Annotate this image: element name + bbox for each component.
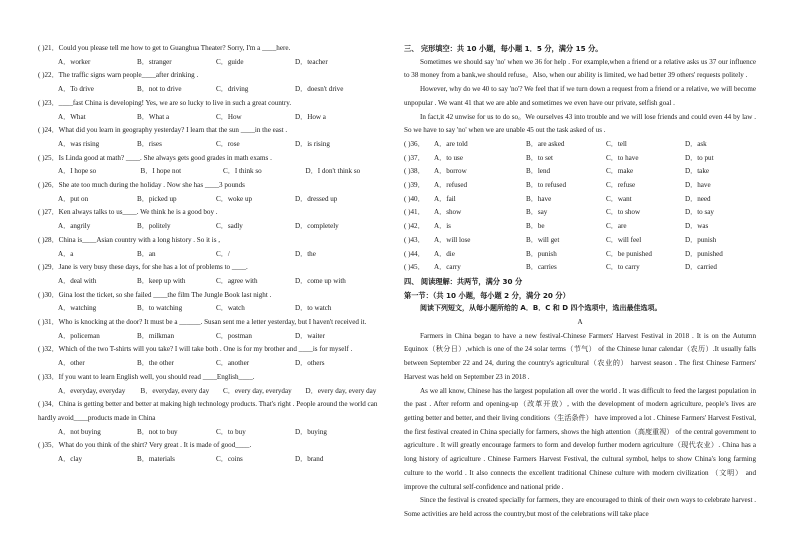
question-stem: ( )23．____fast China is developing! Yes, we are so lucky to live in such a great country. bbox=[38, 98, 292, 107]
question-31 bbox=[38, 316, 388, 343]
question-stem: ( )29．Jane is very busy these days, for she has a lot of problems to ____. bbox=[38, 263, 248, 272]
option-a[interactable]: A．put on bbox=[58, 194, 89, 203]
option-c[interactable]: C．want bbox=[606, 194, 632, 203]
option-d[interactable]: D．come up with bbox=[295, 276, 346, 285]
question-30 bbox=[38, 289, 388, 316]
question-27 bbox=[38, 206, 388, 233]
option-row bbox=[38, 330, 388, 344]
question-28 bbox=[38, 234, 388, 261]
option-b[interactable]: B．not to buy bbox=[137, 427, 178, 436]
option-row bbox=[38, 138, 388, 152]
option-row bbox=[38, 357, 388, 371]
option-row bbox=[38, 275, 388, 289]
option-c[interactable]: C．be punished bbox=[606, 249, 652, 258]
option-b[interactable]: B．carries bbox=[526, 263, 557, 272]
option-d[interactable]: D．take bbox=[685, 167, 710, 176]
option-b[interactable]: B．keep up with bbox=[137, 276, 186, 285]
option-c[interactable]: C．agree with bbox=[216, 276, 258, 285]
question-23 bbox=[38, 97, 388, 124]
option-a[interactable]: A．fail bbox=[434, 194, 456, 203]
option-d[interactable]: D．buying bbox=[295, 427, 327, 436]
option-b[interactable]: B．be bbox=[526, 222, 545, 231]
option-c[interactable]: C．watch bbox=[216, 304, 245, 313]
option-a[interactable]: A．carry bbox=[434, 263, 461, 272]
cloze-question-39 bbox=[404, 179, 756, 193]
option-c[interactable]: C．another bbox=[216, 359, 250, 368]
option-a[interactable]: A．What bbox=[58, 112, 86, 121]
cloze-question-38 bbox=[404, 165, 756, 179]
question-number: ( )38． bbox=[404, 167, 425, 176]
question-35 bbox=[38, 439, 388, 466]
option-d[interactable]: D．ask bbox=[685, 139, 707, 148]
option-a[interactable]: A．a bbox=[58, 249, 74, 258]
option-c[interactable]: C．woke up bbox=[216, 194, 253, 203]
option-a[interactable]: A．borrow bbox=[434, 167, 467, 176]
option-d[interactable]: D．punish bbox=[685, 235, 717, 244]
option-row bbox=[38, 302, 388, 316]
option-d[interactable]: D．I don't think so bbox=[305, 167, 361, 176]
reading-heading: 四、 阅读理解：共两节，满分 30 分 bbox=[404, 276, 523, 286]
option-row bbox=[38, 220, 388, 234]
option-row bbox=[38, 165, 388, 179]
option-a[interactable]: A．is bbox=[434, 222, 451, 231]
cloze-question-40 bbox=[404, 193, 756, 207]
question-number: ( )42． bbox=[404, 222, 425, 231]
option-row bbox=[38, 248, 388, 262]
option-c[interactable]: C．coins bbox=[216, 455, 243, 464]
option-c[interactable]: C．to show bbox=[606, 208, 641, 217]
reading-part1: 第一节：（共 10 小题，每小题 2 分，满分 20 分） bbox=[404, 290, 570, 300]
option-a[interactable]: A．deal with bbox=[58, 276, 97, 285]
question-stem: ( )32．Which of the two T-shirts will you take? I will take both . One is for my brother and ____is for myself . bbox=[38, 345, 353, 354]
option-a[interactable]: A．watching bbox=[58, 304, 97, 313]
option-c[interactable]: C．postman bbox=[216, 331, 252, 340]
option-c[interactable]: C．to carry bbox=[606, 263, 640, 272]
option-c[interactable]: C．How bbox=[216, 112, 242, 121]
right-column bbox=[404, 42, 756, 522]
option-b[interactable]: B．say bbox=[526, 208, 548, 217]
question-number: ( )43． bbox=[404, 235, 425, 244]
cloze-question-42 bbox=[404, 220, 756, 234]
cloze-heading: 三、 完形填空：共 10 小题，每小题 1．5 分，满分 15 分。 bbox=[404, 44, 603, 53]
question-stem: ( )25．Is Linda good at math? ____. She always gets good grades in math exams . bbox=[38, 153, 272, 162]
option-d[interactable]: D．teacher bbox=[295, 57, 328, 66]
option-d[interactable]: D．punished bbox=[685, 249, 723, 258]
question-25 bbox=[38, 152, 388, 179]
option-c[interactable]: C．guide bbox=[216, 57, 244, 66]
option-a[interactable]: A．was rising bbox=[58, 139, 100, 148]
option-row bbox=[38, 111, 388, 125]
option-b[interactable]: B．punish bbox=[526, 249, 557, 258]
option-b[interactable]: B．I hope not bbox=[140, 167, 182, 176]
question-number: ( )37． bbox=[404, 153, 425, 162]
cloze-question-36 bbox=[404, 138, 756, 152]
question-stem: ( )30．Gina lost the ticket, so she failed ____the film The Jungle Book last night . bbox=[38, 290, 272, 299]
option-b[interactable]: B．are asked bbox=[526, 139, 565, 148]
option-c[interactable]: C．refuse bbox=[606, 181, 636, 190]
option-b[interactable]: B．What a bbox=[137, 112, 170, 121]
option-b[interactable]: B．picked up bbox=[137, 194, 177, 203]
option-a[interactable]: A．die bbox=[434, 249, 455, 258]
option-b[interactable]: B．to refused bbox=[526, 181, 566, 190]
option-c[interactable]: C．driving bbox=[216, 85, 249, 94]
reading-paragraph: Since the festival is created specially for farmers, they are encouraged to think of their own ways to celebrate harvest . Some activities are held across the country,but most of the celebrations will take place bbox=[404, 496, 756, 518]
cloze-paragraph: In fact,it 42 unwise for us to do so。We ourselves 43 into trouble and we will lose friends and could even 44 by law . So we have to say 'no' when we are unable 45 out the task asked of us . bbox=[404, 112, 756, 135]
question-number: ( )44． bbox=[404, 249, 425, 258]
passage-label: A bbox=[577, 318, 583, 327]
option-b[interactable]: B．milkman bbox=[137, 331, 175, 340]
option-d[interactable]: D．waiter bbox=[295, 331, 325, 340]
cloze-paragraph: However, why do we 40 to say 'no'? We feel that if we turn down a request from a friend or a relative, we will become unpopular . We want 41 that we are able and sometimes we even have our private, selfish goal . bbox=[404, 85, 756, 107]
option-a[interactable]: A．refused bbox=[434, 181, 468, 190]
option-a[interactable]: A．not buying bbox=[58, 427, 101, 436]
option-c[interactable]: C．sadly bbox=[216, 222, 243, 231]
question-21 bbox=[38, 42, 388, 69]
question-stem: ( )35．What do you think of the shirt? Very great . It is made of good____. bbox=[38, 441, 252, 450]
question-stem: ( )28．China is____Asian country with a long history . So it is , bbox=[38, 235, 221, 244]
option-a[interactable]: A．everyday, everyday bbox=[58, 386, 126, 395]
option-c[interactable]: C．/ bbox=[216, 249, 230, 258]
option-a[interactable]: A．other bbox=[58, 359, 85, 368]
option-a[interactable]: A．I hope so bbox=[58, 167, 97, 176]
cloze-question-41 bbox=[404, 206, 756, 220]
option-a[interactable]: A．to use bbox=[434, 153, 463, 162]
question-number: ( )36． bbox=[404, 139, 425, 148]
option-a[interactable]: A．are told bbox=[434, 139, 468, 148]
question-number: ( )40． bbox=[404, 194, 425, 203]
question-stem: ( )31．Who is knocking at the door? It must be a ______. Susan sent me a letter yesterday, but I haven't received it. bbox=[38, 318, 367, 327]
option-a[interactable]: A．worker bbox=[58, 57, 91, 66]
option-c[interactable]: C．tell bbox=[606, 139, 627, 148]
option-b[interactable]: B．rises bbox=[137, 139, 162, 148]
option-row bbox=[38, 56, 388, 70]
question-34 bbox=[38, 398, 388, 439]
option-d[interactable]: D．need bbox=[685, 194, 711, 203]
option-row bbox=[38, 83, 388, 97]
question-26 bbox=[38, 179, 388, 206]
option-b[interactable]: B．everyday, every day bbox=[140, 386, 210, 395]
option-c[interactable]: C．to have bbox=[606, 153, 639, 162]
cloze-passage bbox=[404, 56, 756, 138]
option-b[interactable]: B．lend bbox=[526, 167, 551, 176]
option-c[interactable]: C．every day, everyday bbox=[223, 386, 292, 395]
option-b[interactable]: B．to watching bbox=[137, 304, 183, 313]
question-stem: ( )27．Ken always talks to us____. We think he is a good boy . bbox=[38, 208, 218, 217]
cloze-paragraph: Sometimes we should say 'no' when we 36 for help . For example,when a friend or a relative asks us 37 our influence to 38 money from a bank,we should refuse。Also, when our ability is limited, we had better 39 others' requests politely . bbox=[404, 57, 756, 80]
option-a[interactable]: A．angrily bbox=[58, 222, 91, 231]
option-d[interactable]: D．have bbox=[685, 181, 711, 190]
reading-instruction: 阅读下列短文，从每小题所给的 A．B．C 和 D 四个选项中，选出最佳选项。 bbox=[420, 304, 662, 313]
option-b[interactable]: B．materials bbox=[137, 455, 175, 464]
option-d[interactable]: D．How a bbox=[295, 112, 326, 121]
option-b[interactable]: B．stranger bbox=[137, 57, 172, 66]
option-d[interactable]: D．completely bbox=[295, 222, 339, 231]
cloze-question-45 bbox=[404, 261, 756, 275]
option-b[interactable]: B．politely bbox=[137, 222, 171, 231]
option-c[interactable]: C．I think so bbox=[223, 167, 262, 176]
option-b[interactable]: B．to set bbox=[526, 153, 553, 162]
option-a[interactable]: A．will lose bbox=[434, 235, 471, 244]
option-b[interactable]: B．an bbox=[137, 249, 156, 258]
question-32 bbox=[38, 343, 388, 370]
question-stem: ( )34．China is getting better and better at making high technology products. That's right . People around the world can hardly avoid____products made in China bbox=[38, 400, 378, 422]
question-stem: ( )22．The traffic signs warn people____after drinking . bbox=[38, 71, 199, 80]
option-row bbox=[38, 385, 388, 399]
cloze-question-43 bbox=[404, 234, 756, 248]
question-stem: ( )24．What did you learn in geography yesterday? I learn that the sun ____in the east . bbox=[38, 126, 288, 135]
option-d[interactable]: D．to put bbox=[685, 153, 714, 162]
question-number: ( )45． bbox=[404, 263, 425, 272]
option-a[interactable]: A．show bbox=[434, 208, 462, 217]
question-stem: ( )21．Could you please tell me how to get to Guanghua Theater? Sorry, I'm a ____here. bbox=[38, 44, 291, 52]
option-row bbox=[38, 453, 388, 467]
option-b[interactable]: B．have bbox=[526, 194, 552, 203]
question-stem: ( )33．If you want to learn English well, you should read ____English____. bbox=[38, 372, 255, 381]
option-a[interactable]: A．policeman bbox=[58, 331, 100, 340]
reading-paragraph: Farmers in China began to have a new festival-Chinese Farmers' Harvest Festival in 2018 . It is on the Autumn Equinox（秋分日）,which is one of the 24 solar terms（节气） of the Chinese lunar calendar（农历）.It usually falls between September 22 and 24, during the country's agricultural（农业的） harvest season . The first Chinese Farmers' Harvest was held on September 23 in 2018 . bbox=[404, 331, 756, 381]
option-d[interactable]: D．brand bbox=[295, 455, 324, 464]
option-d[interactable]: D．every day, every day bbox=[305, 386, 377, 395]
reading-paragraph: As we all know, Chinese has the largest population all over the world . It was difficult to feed the largest population in the past . After reform and opening-up（改革开放）, with the development of modern agriculture, people's lives are getting better and better, and their living conditions（生活条件） have improved a lot . Chinese Farmers' Harvest Festival, the first festival created in China specially for farmers, shows the high attention（高度重视） of the central government to agriculture . It will greatly encourage farmers to form and develop further modern agriculture（现代农业）. China has a long history of agriculture . Chinese Farmers Harvest Festival, the cultural symbol, helps to show China's long farming culture to the world . It also connects the excellent traditional Chinese culture with modern civilization （文明） and improve the cultural self-confidence and national pride . bbox=[404, 386, 756, 491]
question-24 bbox=[38, 124, 388, 151]
option-d[interactable]: D．was bbox=[685, 222, 709, 231]
question-22 bbox=[38, 69, 388, 96]
question-29 bbox=[38, 261, 388, 288]
option-b[interactable]: B．will get bbox=[526, 235, 560, 244]
question-number: ( )39． bbox=[404, 181, 425, 190]
question-stem: ( )26．She ate too much during the holiday . Now she has ____3 pounds bbox=[38, 181, 245, 190]
option-d[interactable]: D．is rising bbox=[295, 139, 330, 148]
option-d[interactable]: D．dressed up bbox=[295, 194, 338, 203]
option-c[interactable]: C．make bbox=[606, 167, 634, 176]
option-a[interactable]: A．To drive bbox=[58, 85, 94, 94]
left-column bbox=[38, 42, 388, 467]
question-number: ( )41． bbox=[404, 208, 425, 217]
option-c[interactable]: C．are bbox=[606, 222, 627, 231]
option-b[interactable]: B．not to drive bbox=[137, 85, 182, 94]
option-row bbox=[38, 426, 388, 440]
option-a[interactable]: A．clay bbox=[58, 455, 83, 464]
option-c[interactable]: C．will feel bbox=[606, 235, 642, 244]
cloze-question-44 bbox=[404, 248, 756, 262]
option-d[interactable]: D．the bbox=[295, 249, 316, 258]
option-c[interactable]: C．rose bbox=[216, 139, 240, 148]
option-c[interactable]: C．to buy bbox=[216, 427, 246, 436]
cloze-questions bbox=[404, 138, 756, 275]
option-b[interactable]: B．the other bbox=[137, 359, 174, 368]
option-d[interactable]: D．others bbox=[295, 359, 325, 368]
option-d[interactable]: D．doesn't drive bbox=[295, 85, 344, 94]
option-row bbox=[38, 193, 388, 207]
option-d[interactable]: D．carried bbox=[685, 263, 717, 272]
option-d[interactable]: D．to watch bbox=[295, 304, 332, 313]
option-d[interactable]: D．to say bbox=[685, 208, 714, 217]
reading-passage bbox=[404, 330, 756, 522]
question-33 bbox=[38, 371, 388, 398]
cloze-question-37 bbox=[404, 152, 756, 166]
